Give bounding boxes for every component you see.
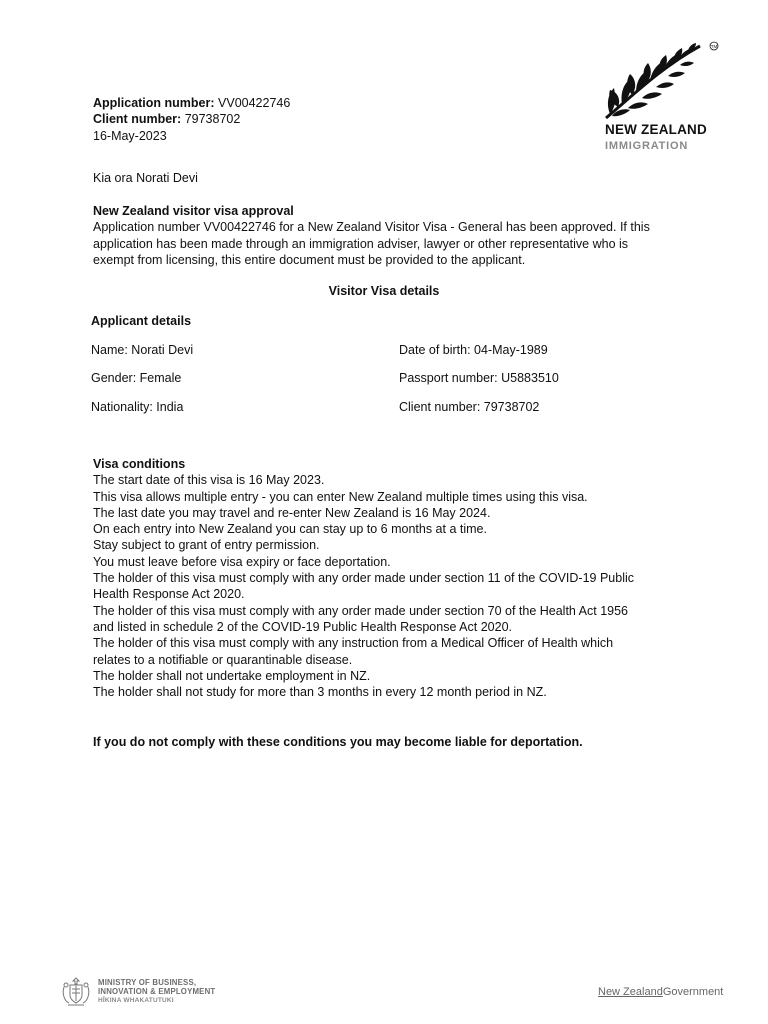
client-number-value: 79738702: [184, 112, 241, 127]
applicant-nationality: Nationality: India: [91, 400, 184, 414]
nz-government-part1: New Zealand: [598, 986, 663, 998]
visa-conditions-heading: Visa conditions: [93, 457, 186, 471]
section-title: Visitor Visa details: [328, 284, 440, 298]
letter-meta: [93, 95, 290, 144]
condition-line: This visa allows multiple entry - you can enter New Zealand multiple times using this visa.: [93, 489, 588, 504]
condition-line: The holder shall not study for more than 3 months in every 12 month period in NZ.: [93, 685, 547, 700]
condition-line: The last date you may travel and re-enter New Zealand is 16 May 2024.: [93, 505, 491, 520]
condition-line: You must leave before visa expiry or face deportation.: [93, 554, 391, 569]
trademark-mark: TM: [710, 44, 718, 49]
client-number-label: Client number:: [93, 112, 182, 127]
logo-line2: IMMIGRATION: [605, 140, 689, 152]
application-number-label: Application number:: [93, 96, 215, 110]
applicant-details-heading: Applicant details: [91, 314, 192, 328]
approval-line: exempt from licensing, this entire document must be provided to the applicant.: [93, 252, 526, 267]
nz-government-part2: Government: [662, 986, 724, 998]
mbie-line2: INNOVATION & EMPLOYMENT: [98, 987, 216, 996]
logo-line1: NEW ZEALAND: [605, 122, 707, 137]
condition-line: The holder of this visa must comply with any instruction from a Medical Officer of Health which: [93, 636, 614, 651]
silver-fern-icon: [600, 38, 725, 122]
condition-line: The holder of this visa must comply with any order made under section 70 of the Health Act 1956: [93, 603, 629, 618]
visa-conditions-section: [93, 456, 713, 700]
application-number-value: VV00422746: [218, 96, 291, 110]
applicant-dob: Date of birth: 04-May-1989: [399, 343, 548, 357]
coat-of-arms-icon: [60, 975, 92, 1007]
approval-section: [93, 203, 693, 268]
applicant-client-number: Client number: 79738702: [399, 400, 540, 414]
applicant-name: Name: Norati Devi: [91, 343, 194, 357]
nz-government-logo: [598, 984, 723, 1000]
condition-line: The holder shall not undertake employment in NZ.: [93, 668, 371, 683]
condition-line: Health Response Act 2020.: [93, 587, 245, 602]
approval-heading: New Zealand visitor visa approval: [93, 204, 294, 218]
deportation-warning: If you do not comply with these conditions you may become liable for deportation.: [93, 735, 583, 749]
mbie-line3: HĪKINA WHAKATUTUKI: [98, 997, 174, 1004]
client-number-row: [93, 111, 290, 127]
condition-line: The holder of this visa must comply with any order made under section 11 of the COVID-19 Public: [93, 571, 634, 586]
condition-line: Stay subject to grant of entry permission.: [93, 538, 320, 553]
mbie-line1: MINISTRY OF BUSINESS,: [98, 978, 197, 987]
approval-line: Application number VV00422746 for a New Zealand Visitor Visa - General has been approved. If this: [93, 220, 650, 235]
applicant-gender: Gender: Female: [91, 371, 182, 385]
condition-line: and listed in schedule 2 of the COVID-19 Public Health Response Act 2020.: [93, 619, 513, 634]
letter-date: 16-May-2023: [93, 128, 167, 143]
applicant-passport: Passport number: U5883510: [399, 371, 559, 385]
greeting: Kia ora Norati Devi: [93, 171, 198, 185]
mbie-text: [98, 978, 215, 1005]
condition-line: relates to a notifiable or quarantinable disease.: [93, 652, 353, 667]
condition-line: The start date of this visa is 16 May 2023.: [93, 473, 325, 488]
condition-line: On each entry into New Zealand you can stay up to 6 months at a time.: [93, 522, 487, 537]
application-number-row: [93, 95, 290, 111]
approval-line: application has been made through an immigration adviser, lawyer or other representative who is: [93, 236, 629, 251]
